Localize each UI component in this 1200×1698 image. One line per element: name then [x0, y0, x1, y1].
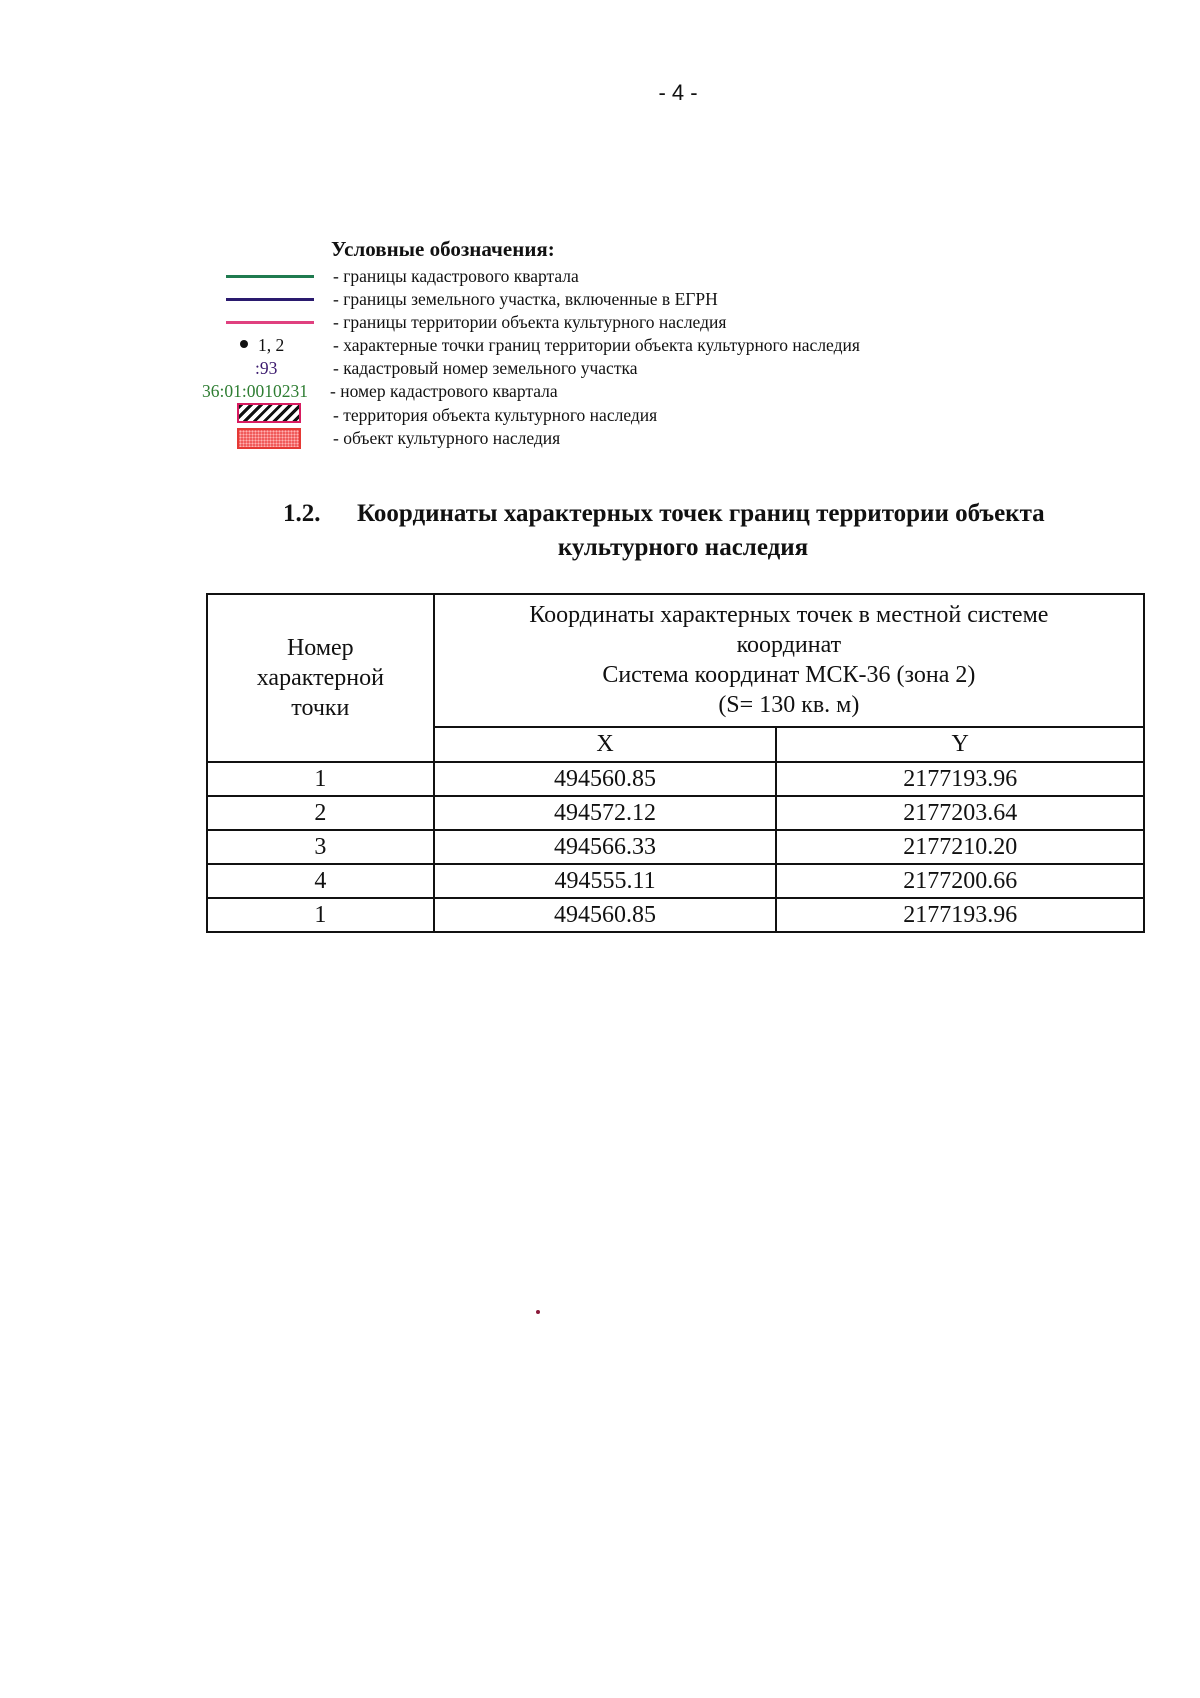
section-number: 1.2.: [283, 500, 321, 527]
section-title-line-1: Координаты характерных точек границ территории объекта: [357, 500, 1045, 527]
pink-line-symbol: [190, 310, 330, 334]
table-row: [207, 864, 1144, 898]
legend-line-swatch: [226, 275, 314, 278]
header-line: координат: [736, 632, 842, 659]
y-cell: 2177203.64: [776, 796, 1144, 830]
legend-item-points: [190, 333, 990, 357]
table-row: [207, 830, 1144, 864]
legend-item-text: - границы кадастрового квартала: [333, 266, 579, 286]
legend-item-text: - границы земельного участка, включенные в ЕГРН: [333, 289, 718, 309]
scan-speck: [536, 1310, 540, 1314]
x-cell: 494560.85: [434, 898, 777, 932]
point-cell: 1: [207, 898, 434, 932]
point-cell: 3: [207, 830, 434, 864]
parcel-number-symbol: [190, 356, 330, 380]
fill-swatch: [237, 428, 301, 449]
hatch-symbol: [190, 403, 330, 427]
legend-item-heritage-boundary: [190, 310, 990, 334]
y-cell: 2177200.66: [776, 864, 1144, 898]
y-column-header: Y: [776, 727, 1144, 762]
x-cell: 494566.33: [434, 830, 777, 864]
green-line-symbol: [190, 264, 330, 288]
legend-item-text: - номер кадастрового квартала: [330, 381, 558, 401]
table-row: [207, 762, 1144, 796]
legend-item-parcel-boundary: [190, 287, 990, 311]
legend-item-parcel-number: [190, 356, 990, 380]
coordinates-header: [434, 594, 1144, 727]
y-cell: 2177210.20: [776, 830, 1144, 864]
legend-item-heritage-territory: [190, 403, 990, 427]
point-cell: 1: [207, 762, 434, 796]
y-cell: 2177193.96: [776, 898, 1144, 932]
purple-line-symbol: [190, 287, 330, 311]
legend-item-heritage-object: [190, 426, 990, 450]
header-line: Система координат МСК-36 (зона 2): [602, 662, 976, 689]
legend-title: Условные обозначения:: [331, 237, 555, 261]
coordinates-table: [206, 593, 1145, 933]
legend-item-text: - характерные точки границ территории объекта культурного наследия: [333, 335, 860, 355]
table-row: [207, 796, 1144, 830]
table-row: [207, 898, 1144, 932]
table-header-row: [207, 594, 1144, 727]
header-line: характерной: [256, 665, 384, 691]
header-line: Координаты характерных точек в местной системе: [529, 602, 1049, 629]
fill-symbol: [190, 426, 330, 450]
point-cell: 4: [207, 864, 434, 898]
point-cell: 2: [207, 796, 434, 830]
legend-line-swatch: [226, 298, 314, 301]
x-cell: 494572.12: [434, 796, 777, 830]
legend-item-text: - территория объекта культурного наследия: [333, 405, 658, 425]
section-title-line-2: культурного наследия: [557, 534, 809, 561]
quarter-number-symbol: [190, 379, 330, 403]
point-number-header: [207, 594, 434, 762]
x-column-header: X: [434, 727, 777, 762]
legend-item-text: - объект культурного наследия: [333, 428, 561, 448]
x-cell: 494560.85: [434, 762, 777, 796]
legend-line-swatch: [226, 321, 314, 324]
legend-item-text: - кадастровый номер земельного участка: [333, 358, 638, 378]
legend-item-text: - границы территории объекта культурного наследия: [333, 312, 727, 332]
point-symbol-label: 1, 2: [258, 335, 285, 355]
quarter-number-label: 36:01:0010231: [202, 381, 308, 401]
header-line: (S= 130 кв. м): [718, 692, 860, 719]
y-cell: 2177193.96: [776, 762, 1144, 796]
dot-icon: [240, 340, 248, 348]
legend-item-quarter-boundary: [190, 264, 990, 288]
hatch-swatch: [237, 403, 301, 423]
parcel-number-label: :93: [255, 358, 278, 378]
header-line: Номер: [286, 635, 354, 661]
point-symbol: [190, 333, 330, 357]
page-number: - 4 -: [658, 80, 698, 105]
header-line: точки: [291, 695, 350, 721]
x-cell: 494555.11: [434, 864, 777, 898]
legend-item-quarter-number: [190, 379, 990, 403]
